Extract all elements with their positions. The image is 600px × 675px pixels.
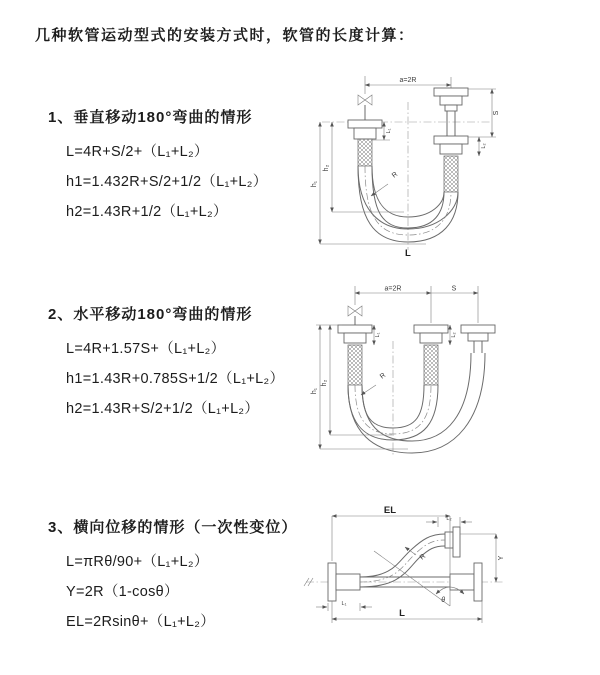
valve-icon <box>348 306 362 316</box>
braided-hose-section <box>358 139 372 166</box>
right-fitting <box>461 325 495 353</box>
angle-label: θ <box>441 597 445 604</box>
dim-label-h1: h₁ <box>311 180 318 188</box>
formula-line: h1=1.432R+S/2+1/2（L₁+L₂） <box>66 174 268 190</box>
dim-label-l2: L₂ <box>451 332 457 338</box>
dim-label-l1: L₁ <box>386 128 392 134</box>
section-2 <box>48 303 284 424</box>
right-flange <box>450 563 482 601</box>
section-1-formulas <box>66 137 268 227</box>
top-flange <box>445 527 460 557</box>
braided-hose-section <box>424 345 438 385</box>
section-1 <box>48 106 268 227</box>
formula-line: h2=1.43R+S/2+1/2（L₁+L₂） <box>66 401 260 417</box>
formula-line: L=4R+1.57S+（L₁+L₂） <box>66 341 226 357</box>
page-title: 几种软管运动型式的安装方式时，软管的长度计算： <box>35 27 415 44</box>
dim-label-s: S <box>493 110 500 116</box>
diagram-horizontal-180-bend <box>308 283 598 458</box>
dimension-l <box>332 601 482 623</box>
braided-hose-section <box>444 156 458 192</box>
radius-label: R <box>378 371 388 381</box>
formula-line: h1=1.43R+0.785S+1/2（L₁+L₂） <box>66 371 285 387</box>
formula-line: EL=2Rsinθ+（L₁+L₂） <box>66 614 216 630</box>
left-flange <box>328 563 360 601</box>
section-1-heading: 1、垂直移动180°弯曲的情形 <box>48 109 253 126</box>
dim-label-l2: L₂ <box>446 516 452 522</box>
radius-label: R <box>390 170 400 180</box>
section-3-formulas <box>66 547 297 637</box>
section-3 <box>48 516 297 637</box>
dim-label-a2r: a=2R <box>399 77 417 84</box>
dimension-el <box>332 505 450 561</box>
section-3-heading: 3、横向位移的情形（一次性变位） <box>48 519 298 536</box>
dimension-l2 <box>426 516 472 527</box>
middle-fitting <box>414 325 448 385</box>
right-fitting <box>434 77 468 192</box>
hose-s-curve <box>360 534 445 587</box>
dim-label-h2: h₂ <box>321 379 328 387</box>
dim-label-s: S <box>451 285 457 293</box>
dimensions-top <box>355 286 478 324</box>
dim-label-l1: L₁ <box>375 332 381 338</box>
dim-label-l2: L₂ <box>481 143 487 149</box>
dimension-l1 <box>316 601 372 611</box>
dim-label-h2: h₂ <box>323 164 330 172</box>
formula-line: L=πRθ/90+（L₁+L₂） <box>66 554 209 570</box>
formula-line: h2=1.43R+1/2（L₁+L₂） <box>66 204 228 220</box>
section-2-heading: 2、水平移动180°弯曲的情形 <box>48 306 253 323</box>
dim-label-l: L <box>399 608 405 619</box>
left-fitting <box>348 76 382 166</box>
dim-label-h1: h₁ <box>311 387 318 395</box>
valve-icon <box>358 95 372 105</box>
formula-line: L=4R+S/2+（L₁+L₂） <box>66 144 209 160</box>
dim-label-l1: L₁ <box>341 601 347 607</box>
section-2-formulas <box>66 334 284 424</box>
radius-leader <box>361 385 376 395</box>
radius-label: R <box>418 552 428 562</box>
braided-hose-section <box>348 345 362 385</box>
diagram-vertical-180-bend <box>308 72 598 257</box>
dim-label-y: Y <box>498 555 505 561</box>
diagram-lateral-displacement <box>298 503 598 648</box>
dim-label-a2r: a=2R <box>384 285 402 293</box>
hose-u-bends <box>348 353 485 453</box>
dimensions <box>311 77 500 257</box>
left-fitting <box>338 306 372 385</box>
formula-line: Y=2R（1-cosθ） <box>66 584 179 600</box>
dim-label-el: EL <box>383 505 397 516</box>
length-label: L <box>405 248 411 257</box>
